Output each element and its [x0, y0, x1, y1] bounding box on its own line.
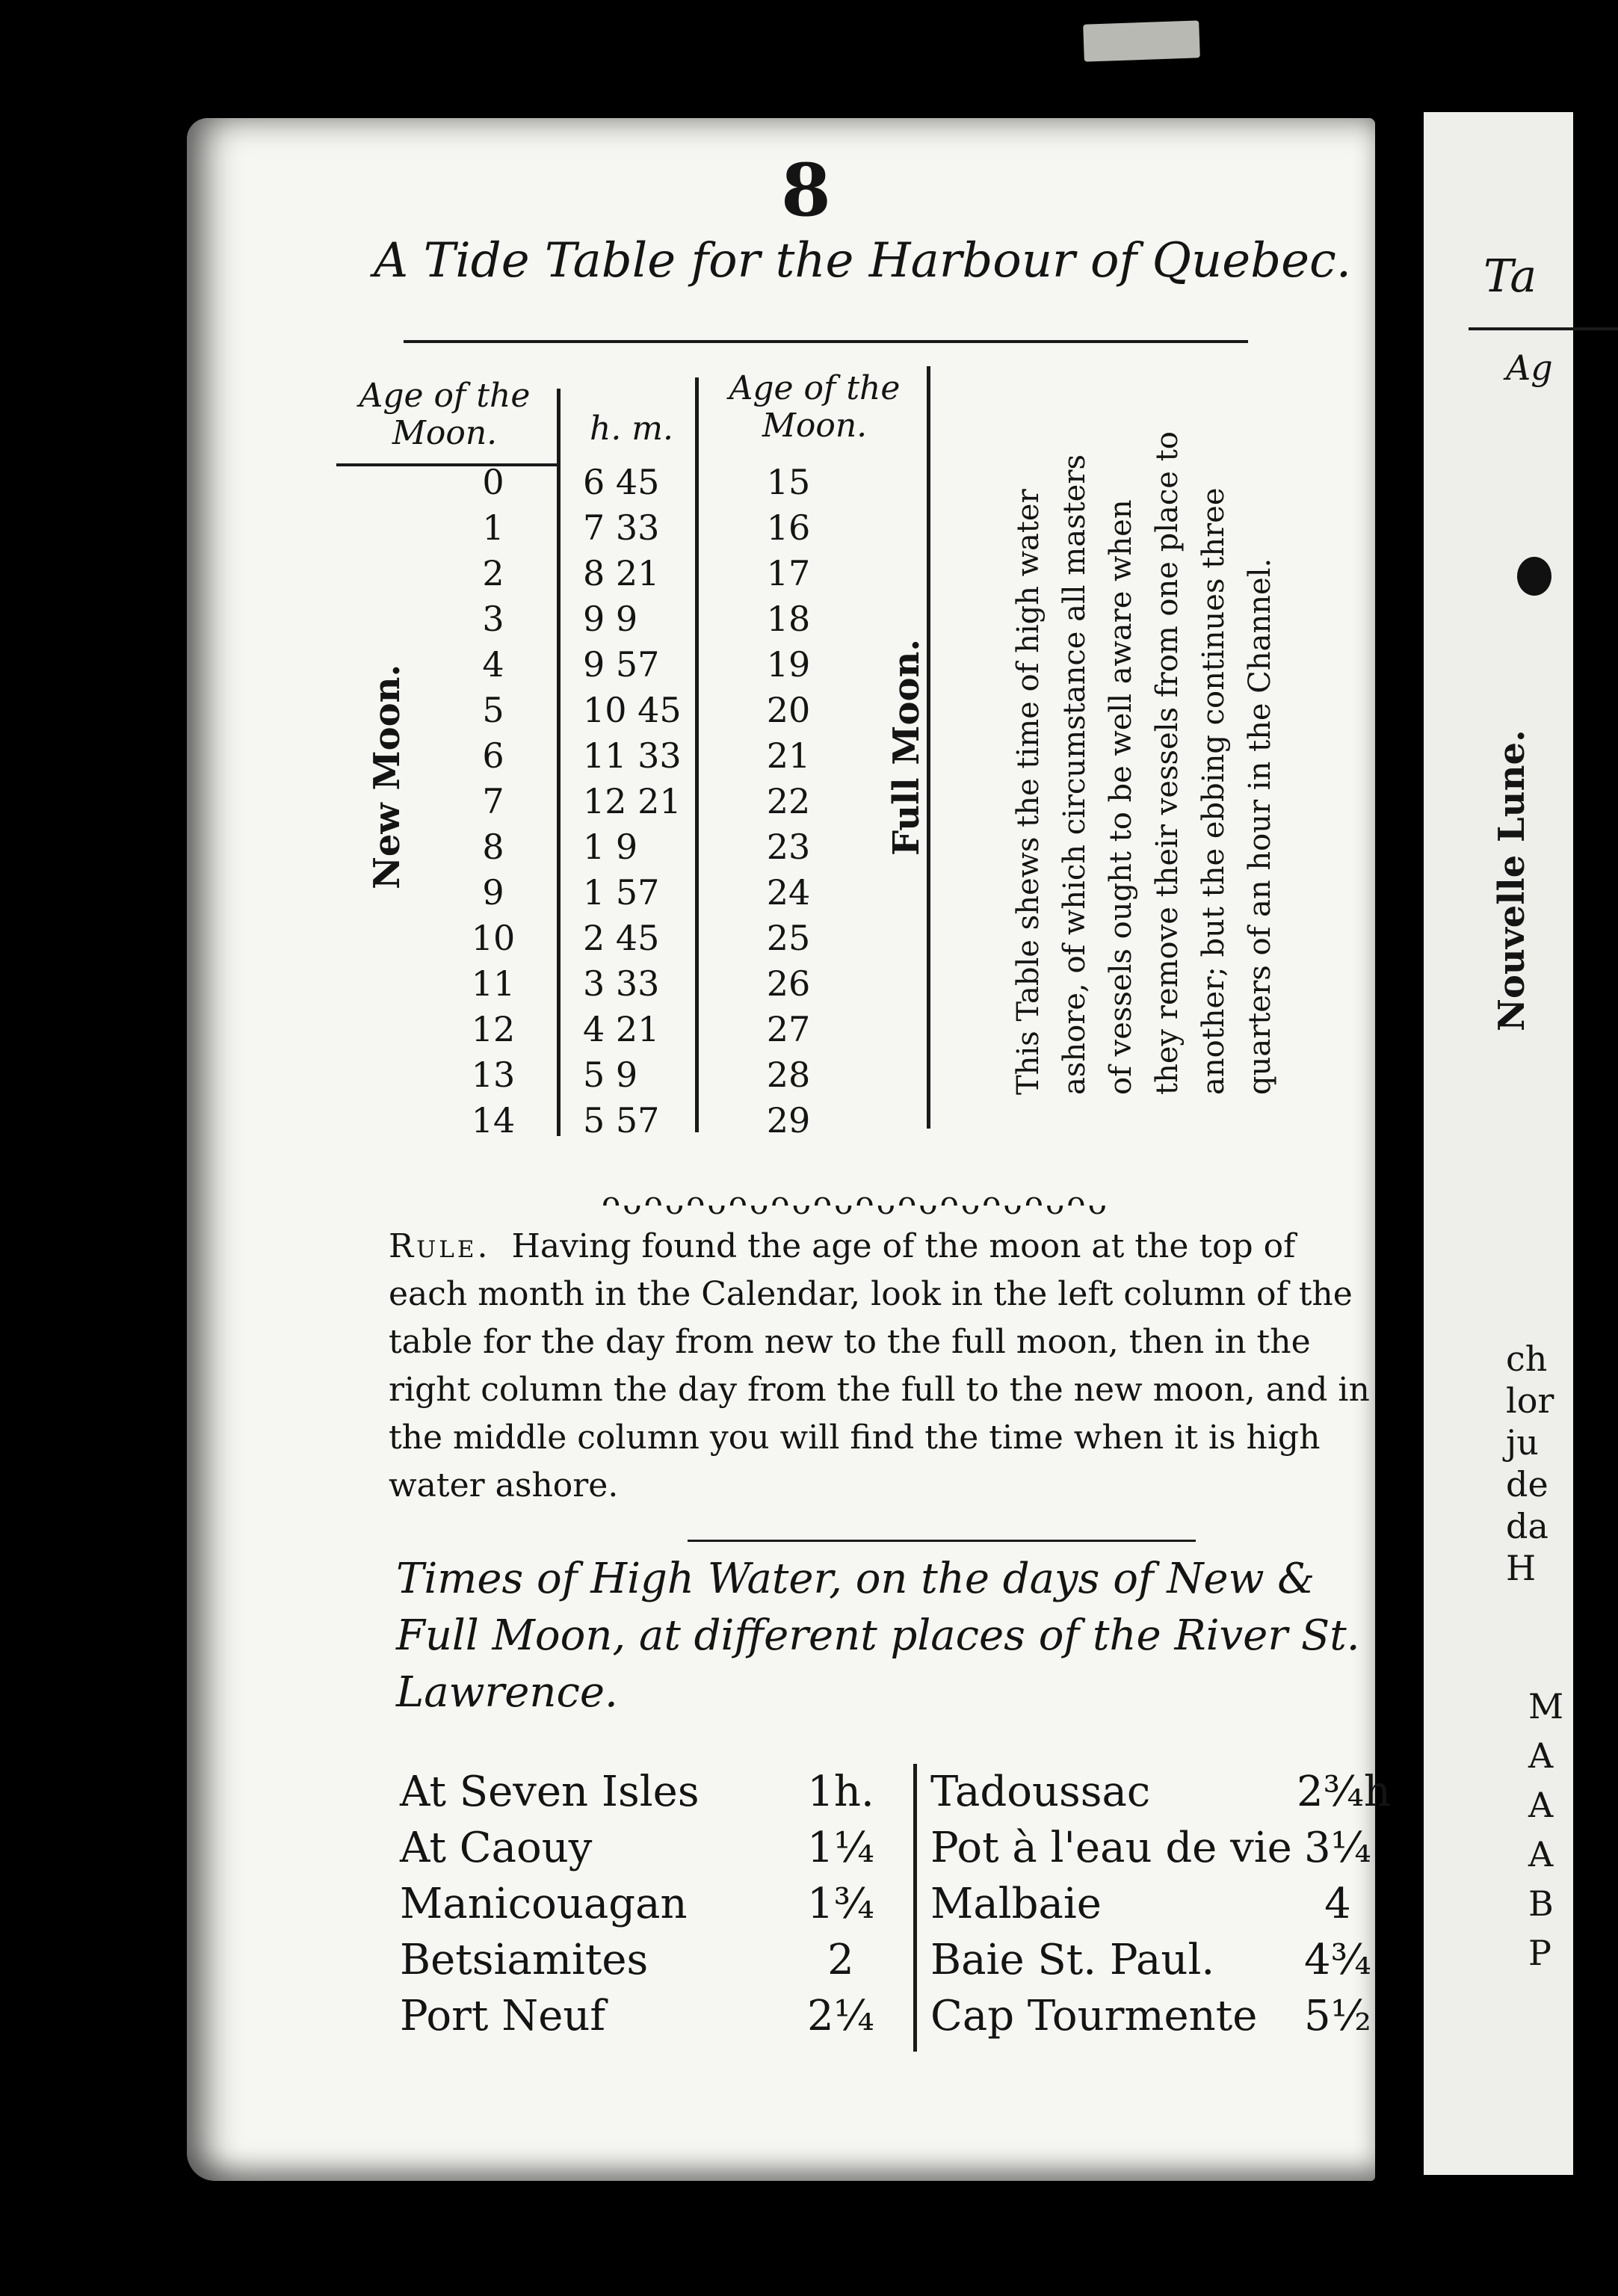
time-cell: 6 45	[583, 462, 660, 502]
place-name: Port Neuf	[400, 1992, 606, 2040]
ink-blot	[1517, 557, 1551, 596]
side-note-line: This Table shews the time of high water	[1011, 489, 1046, 1095]
new-moon-label: New Moon.	[366, 664, 408, 889]
rule-paragraph	[389, 1223, 1375, 1510]
right-age-cell: 15	[766, 462, 811, 502]
full-moon-label: Full Moon.	[886, 638, 927, 856]
place-value: 3¼	[1304, 1824, 1371, 1872]
left-age-cell: 8	[482, 827, 504, 867]
facing-page-title: Ta	[1483, 250, 1537, 303]
rule-text: Having found the age of the moon at the top of each month in the Calendar, look in the left column of the table for the day from new to the full moon, then in the right column the day from the full to the new moon, and in the middle column you will find the time when it is high water ashore.	[389, 1227, 1370, 1505]
place-name: Manicouagan	[400, 1880, 688, 1928]
place-name: At Caouy	[400, 1824, 593, 1872]
left-age-cell: 14	[471, 1100, 516, 1141]
time-cell: 11 33	[583, 735, 682, 776]
left-age-cell: 4	[482, 644, 504, 685]
side-note	[1005, 431, 1283, 1095]
side-note-line: they remove their vessels from one place to	[1150, 431, 1185, 1095]
right-age-cell: 28	[766, 1055, 811, 1095]
facing-fragment: B	[1528, 1883, 1554, 1924]
right-age-cell: 27	[766, 1009, 811, 1049]
time-header: h. m.	[589, 410, 674, 448]
time-cell: 1 9	[583, 827, 638, 867]
place-value: 4	[1324, 1880, 1351, 1928]
column-divider	[557, 389, 561, 1136]
time-cell: 3 33	[583, 963, 660, 1004]
right-age-cell: 25	[766, 918, 811, 958]
facing-fragment: ch	[1506, 1339, 1548, 1379]
time-cell: 7 33	[583, 507, 660, 548]
side-note-line: another; but the ebbing continues three	[1196, 487, 1231, 1095]
place-name: Cap Tourmente	[930, 1992, 1258, 2040]
left-age-header: Age of the Moon.	[359, 377, 531, 452]
place-name: Pot à l'eau de vie	[930, 1824, 1292, 1872]
page-title: A Tide Table for the Harbour of Quebec.	[374, 233, 1352, 288]
right-age-cell: 23	[766, 827, 811, 867]
place-name: Baie St. Paul.	[930, 1936, 1215, 1984]
places-divider	[913, 1764, 917, 2052]
time-cell: 12 21	[583, 781, 682, 821]
place-value: 1h.	[807, 1768, 874, 1816]
facing-header: Ag	[1506, 348, 1553, 388]
left-age-cell: 12	[471, 1009, 516, 1049]
right-age-cell: 16	[766, 507, 811, 548]
section-rule	[688, 1540, 1196, 1542]
place-value: 1¼	[807, 1824, 874, 1872]
left-age-cell: 2	[482, 553, 504, 593]
left-age-cell: 6	[482, 735, 504, 776]
side-note-line: of vessels ought to be well aware when	[1104, 499, 1138, 1095]
ornament-divider: ᴖᴗᴖᴗᴖᴗᴖᴗᴖᴗᴖᴗᴖᴗᴖᴗᴖᴗᴖᴗᴖᴗᴖᴗ	[602, 1185, 1109, 1221]
place-value: 1¾	[807, 1880, 874, 1928]
place-name: Betsiamites	[400, 1936, 649, 1984]
time-cell: 4 21	[583, 1009, 660, 1049]
place-value: 2¾h	[1297, 1768, 1391, 1816]
right-age-cell: 18	[766, 599, 811, 639]
facing-fragment: de	[1506, 1464, 1548, 1505]
left-age-cell: 5	[482, 690, 504, 730]
time-cell: 9 57	[583, 644, 660, 685]
facing-fragment: ju	[1506, 1422, 1539, 1463]
left-age-cell: 0	[482, 462, 504, 502]
right-age-cell: 26	[766, 963, 811, 1004]
left-age-cell: 10	[471, 918, 516, 958]
time-cell: 2 45	[583, 918, 660, 958]
facing-vertical-label: Nouvelle Lune.	[1491, 729, 1533, 1031]
right-age-cell: 22	[766, 781, 811, 821]
place-name: Tadoussac	[930, 1768, 1151, 1816]
time-cell: 5 57	[583, 1100, 660, 1141]
time-cell: 5 9	[583, 1055, 638, 1095]
left-age-cell: 11	[471, 963, 516, 1004]
time-cell: 10 45	[583, 690, 682, 730]
right-age-cell: 21	[766, 735, 811, 776]
facing-lower-fragments	[1528, 1682, 1563, 1978]
place-value: 2	[827, 1936, 854, 1984]
page-number: 8	[781, 148, 831, 232]
side-note-line: quarters of an hour in the Channel.	[1243, 558, 1277, 1095]
right-age-cell: 29	[766, 1100, 811, 1141]
time-cell: 8 21	[583, 553, 660, 593]
facing-fragment: A	[1528, 1735, 1554, 1776]
facing-fragment: da	[1506, 1506, 1548, 1546]
facing-title-rule	[1469, 327, 1618, 330]
place-name: Malbaie	[930, 1880, 1102, 1928]
binding-clip	[1083, 20, 1200, 61]
title-rule	[404, 340, 1248, 343]
left-age-cell: 3	[482, 599, 504, 639]
right-age-header: Age of the Moon.	[729, 369, 901, 445]
facing-page	[1424, 112, 1573, 2175]
place-value: 5½	[1304, 1992, 1371, 2040]
left-age-cell: 1	[482, 507, 504, 548]
facing-fragment: lor	[1506, 1380, 1554, 1421]
place-value: 4¾	[1304, 1936, 1371, 1984]
times-section-title: Times of High Water, on the days of New & Full Moon, at different places of the River St. Lawrence.	[396, 1555, 1360, 1717]
rule-label: Rule.	[389, 1227, 491, 1265]
right-age-cell: 17	[766, 553, 811, 593]
facing-fragment: A	[1528, 1834, 1554, 1874]
facing-fragment: H	[1506, 1548, 1537, 1588]
facing-text-fragments	[1506, 1338, 1554, 1589]
place-name: At Seven Isles	[400, 1768, 700, 1816]
time-cell: 1 57	[583, 872, 660, 913]
left-age-cell: 9	[482, 872, 504, 913]
time-cell: 9 9	[583, 599, 638, 639]
place-value: 2¼	[807, 1992, 874, 2040]
facing-fragment: A	[1528, 1785, 1554, 1825]
right-age-cell: 19	[766, 644, 811, 685]
right-age-cell: 20	[766, 690, 811, 730]
facing-fragment: P	[1528, 1933, 1551, 1973]
right-age-cell: 24	[766, 872, 811, 913]
left-age-cell: 13	[471, 1055, 516, 1095]
facing-fragment: M	[1528, 1686, 1564, 1726]
left-age-cell: 7	[482, 781, 504, 821]
side-note-line: ashore, of which circumstance all masters	[1057, 454, 1092, 1095]
